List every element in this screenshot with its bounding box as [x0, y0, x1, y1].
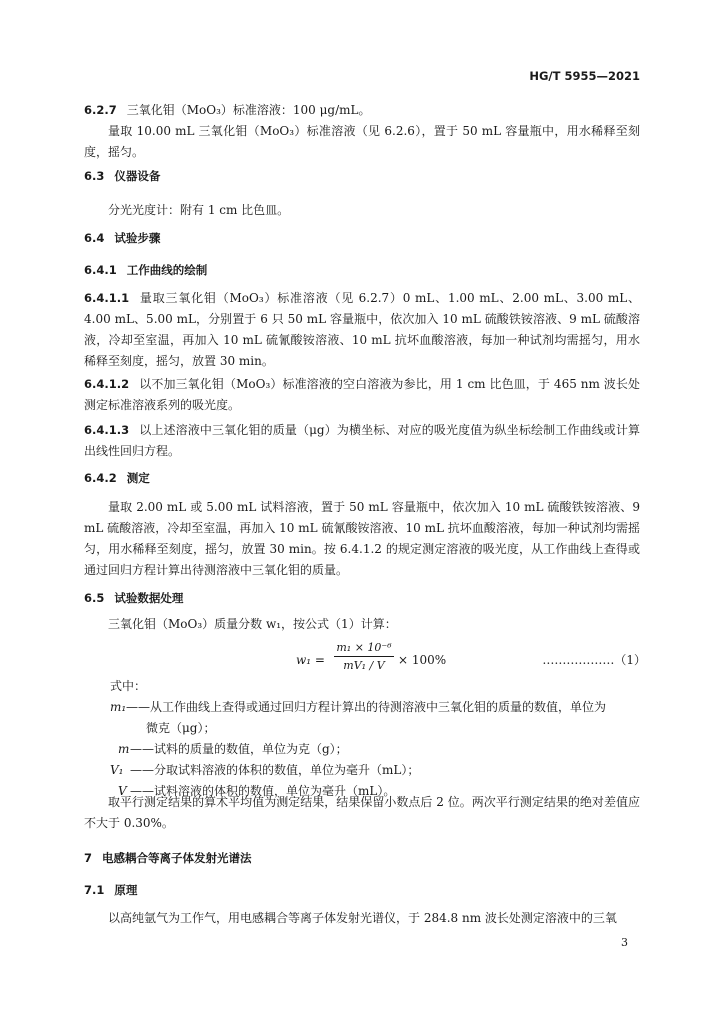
result-paragraph-block	[84, 792, 640, 834]
section-number: 6.4	[84, 231, 105, 245]
section-6-4-2-body	[84, 497, 640, 581]
section-6-4-1	[84, 260, 640, 281]
definition-symbol: V₁	[110, 763, 124, 777]
formula-numerator: m₁ × 10⁻⁶	[336, 641, 392, 654]
paragraph: 以高纯氩气为工作气，用电感耦合等离子体发射光谱仪，于 284.8 nm 波长处测定溶液中的三氧	[108, 911, 617, 925]
page-number: 3	[621, 936, 628, 949]
section-7	[84, 848, 640, 869]
section-heading: 试验步骤	[114, 231, 161, 245]
standard-number: HG/T 5955—2021	[529, 69, 640, 83]
formula-fraction	[334, 640, 394, 673]
section-6-3-body	[84, 200, 640, 221]
paragraph: 以上述溶液中三氧化钼的质量（μg）为横坐标、对应的吸光度值为纵坐标绘制工作曲线或计算出线性回归方程。	[84, 423, 640, 458]
section-6-4-1-1	[84, 288, 640, 372]
definition-row	[84, 739, 644, 760]
formula-lhs: w₁ =	[296, 653, 325, 667]
definition-symbol: V	[118, 784, 127, 798]
section-heading: 试验数据处理	[114, 591, 184, 605]
section-number: 7	[84, 851, 93, 865]
definition-row	[84, 697, 644, 718]
paragraph: 量取三氧化钼（MoO₃）标准溶液（见 6.2.7）0 mL、1.00 mL、2.00 mL、3.00 mL、4.00 mL、5.00 mL，分别置于 6 只 50 mL 容量瓶中，依次加入 10 mL 硫酸铁铵溶液、9 mL 硫酸溶液，冷却至室温，再加入 10 mL 硫氰酸铵溶液、10 mL 抗坏血酸溶液，每加一种试剂均需摇匀，用水稀释至刻度，摇匀，放置 30 min。	[84, 291, 640, 368]
definition-row	[84, 760, 644, 781]
section-6-5	[84, 588, 640, 609]
section-number: 6.4.1.2	[84, 377, 130, 391]
definitions-intro-row	[84, 676, 644, 697]
section-6-3	[84, 166, 640, 187]
section-number: 6.3	[84, 169, 105, 183]
paragraph: 量取 10.00 mL 三氧化钼（MoO₃）标准溶液（见 6.2.6），置于 50 mL 容量瓶中，用水稀释至刻度，摇匀。	[84, 124, 640, 159]
section-heading: 仪器设备	[114, 169, 161, 183]
section-heading: 原理	[114, 883, 138, 897]
definition-text: ——从工作曲线上查得或通过回归方程计算出的待测溶液中三氧化钼的质量的数值，单位为	[126, 700, 607, 714]
section-6-2-7	[84, 100, 640, 163]
definition-symbol: m	[118, 742, 130, 756]
formula-denominator: mV₁ / V	[343, 659, 385, 672]
section-heading: 工作曲线的绘制	[126, 263, 208, 277]
section-6-4-2	[84, 468, 640, 489]
paragraph: 分光光度计：附有 1 cm 比色皿。	[108, 203, 290, 217]
symbol-definitions	[84, 676, 644, 802]
paragraph: 以不加三氧化钼（MoO₃）标准溶液的空白溶液为参比，用 1 cm 比色皿，于 465 nm 波长处测定标准溶液系列的吸光度。	[84, 377, 640, 412]
fraction-bar	[334, 656, 394, 657]
formula-1	[296, 640, 646, 680]
section-7-1-body	[84, 908, 640, 929]
equation-number: ………………（1）	[542, 653, 646, 667]
section-6-4-1-3	[84, 420, 640, 462]
definitions-intro: 式中：	[110, 679, 147, 693]
section-6-4	[84, 228, 640, 249]
section-heading: 电感耦合等离子体发射光谱法	[102, 851, 252, 865]
definition-row	[84, 718, 644, 739]
section-number: 6.4.2	[84, 471, 117, 485]
section-number: 6.4.1.3	[84, 423, 130, 437]
section-heading: 测定	[126, 471, 150, 485]
paragraph: 量取 2.00 mL 或 5.00 mL 试料溶液，置于 50 mL 容量瓶中，依次加入 10 mL 硫酸铁铵溶液、9 mL 硫酸溶液，冷却至室温，再加入 10 mL 硫氰酸铵溶液、10 mL 抗坏血酸溶液，每加一种试剂均需摇匀，用水稀释至刻度，摇匀，放置 30 min。按 6.4.1.2 的规定测定溶液的吸光度，从工作曲线上查得或通过回归方程计算出待测溶液中三氧化钼的质量。	[84, 500, 640, 577]
formula-tail: × 100%	[398, 653, 447, 667]
section-7-1	[84, 880, 640, 901]
section-6-4-1-2	[84, 374, 640, 416]
definition-text: 微克（μg）；	[146, 721, 216, 735]
definition-symbol: m₁	[110, 700, 127, 714]
definition-text: ——试料的质量的数值，单位为克（g）；	[130, 742, 348, 756]
section-number: 6.5	[84, 591, 105, 605]
definition-text: ——分取试料溶液的体积的数值，单位为毫升（mL）；	[130, 763, 420, 777]
section-6-5-intro	[84, 614, 640, 635]
paragraph: 取平行测定结果的算术平均值为测定结果，结果保留小数点后 2 位。两次平行测定结果的绝对差值应不大于 0.30%。	[84, 795, 640, 830]
section-number: 6.4.1.1	[84, 291, 130, 305]
section-number: 7.1	[84, 883, 105, 897]
paragraph: 三氧化钼（MoO₃）质量分数 w₁，按公式（1）计算：	[108, 617, 397, 631]
definition-text: ——试料溶液的体积的数值，单位为毫升（mL）。	[130, 784, 396, 798]
section-title: 三氧化钼（MoO₃）标准溶液：100 μg/mL。	[126, 103, 371, 117]
section-number: 6.2.7	[84, 103, 117, 117]
section-number: 6.4.1	[84, 263, 117, 277]
